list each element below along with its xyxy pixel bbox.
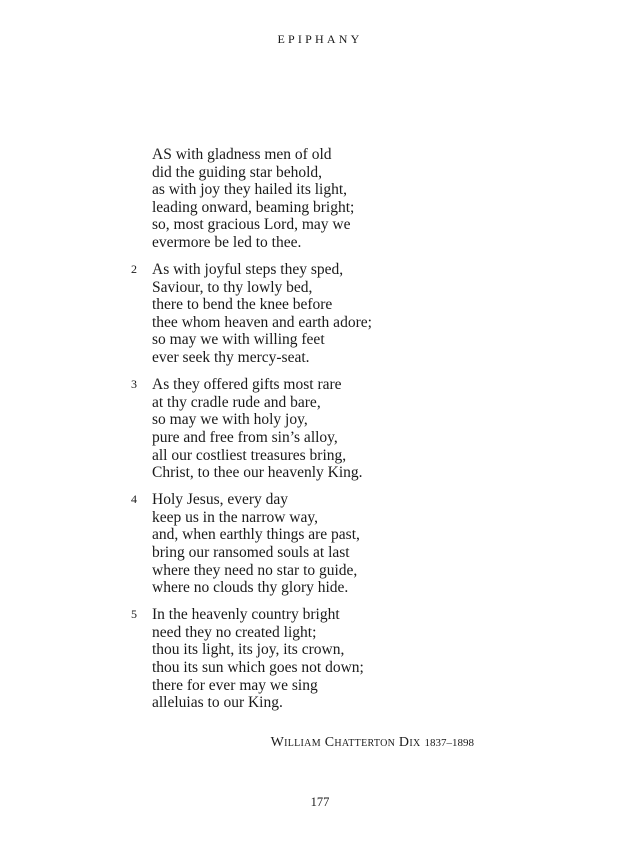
stanza-2 [0, 261, 640, 367]
stanza-number: 2 [131, 262, 137, 277]
verse-line: and, when earthly things are past, [152, 526, 360, 544]
verse-line: did the guiding star behold, [152, 163, 323, 181]
verse-line: there for ever may we sing [152, 676, 318, 694]
verse-line: so may we with willing feet [152, 331, 325, 349]
author-dates: 1837–1898 [424, 737, 474, 749]
verse-line: AS with gladness men of old [152, 146, 332, 163]
stanza-4 [0, 491, 640, 597]
page-header: EPIPHANY [277, 32, 363, 46]
stanza-5 [0, 606, 640, 712]
verse-line: thee whom heaven and earth adore; [152, 313, 372, 331]
verse-line: ever seek thy mercy-seat. [152, 349, 310, 367]
verse-line: so, most gracious Lord, may we [152, 216, 351, 234]
verse-line: As with joyful steps they sped, [152, 261, 344, 279]
verse-line: Saviour, to thy lowly bed, [152, 278, 313, 296]
verse-line: where no clouds thy glory hide. [152, 579, 349, 597]
stanza-1 [0, 146, 640, 252]
verse-line: at thy cradle rude and bare, [152, 393, 321, 411]
verse-line: bring our ransomed souls at last [152, 543, 350, 561]
verse-line: need they no created light; [152, 623, 317, 641]
verse-line: alleluias to our King. [152, 694, 283, 712]
verse-line: As they offered gifts most rare [152, 376, 342, 394]
verse-line: pure and free from sin’s alloy, [152, 428, 338, 446]
verse-line: evermore be led to thee. [152, 233, 302, 251]
stanza-number: 5 [131, 607, 137, 622]
author-name: William Chatterton Dix [270, 735, 421, 750]
verse-line: thou its sun which goes not down; [152, 659, 364, 677]
verse-line: thou its light, its joy, its crown, [152, 641, 345, 659]
stanza-number: 4 [131, 492, 137, 507]
page-number: 177 [310, 795, 330, 809]
attribution [0, 734, 474, 751]
verse-line: there to bend the knee before [152, 296, 333, 314]
verse-line: Holy Jesus, every day [152, 491, 289, 509]
stanza-number: 3 [131, 377, 137, 392]
verse-line: Christ, to thee our heavenly King. [152, 464, 363, 482]
verse-line: all our costliest treasures bring, [152, 446, 347, 464]
verse-line: where they need no star to guide, [152, 561, 358, 579]
verse-line: as with joy they hailed its light, [152, 181, 348, 199]
verse-line: In the heavenly country bright [152, 606, 340, 624]
verse-line: keep us in the narrow way, [152, 508, 318, 526]
verse-line: so may we with holy joy, [152, 411, 308, 429]
verse-line: leading onward, beaming bright; [152, 198, 355, 216]
stanza-3 [0, 376, 640, 482]
hymn-text [0, 146, 640, 721]
